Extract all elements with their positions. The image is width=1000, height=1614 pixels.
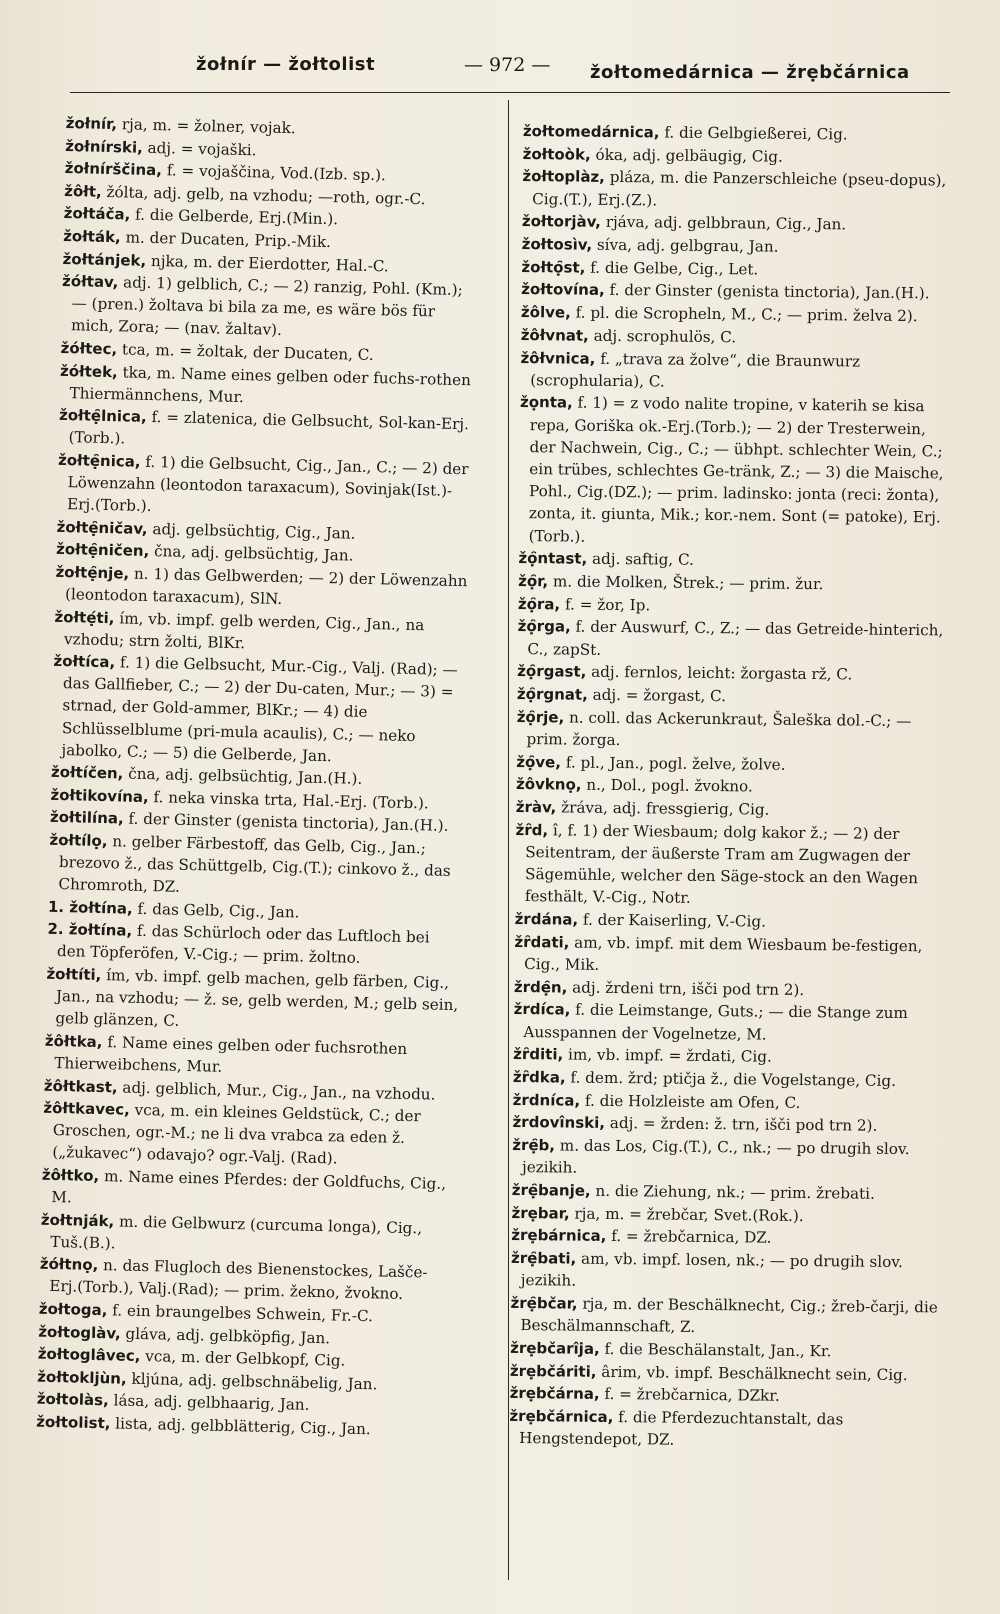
entry-headword: žołtolàs, (36, 1390, 109, 1410)
entry-headword: žrẹbčarîja, (510, 1338, 600, 1358)
entry-headword: žołtnják, (40, 1210, 115, 1230)
entry-headword: žȓdka, (512, 1067, 566, 1087)
entry-definition: f. der Ginster (genista tinctoria), Jan.(H.). (123, 809, 449, 836)
header-right-guideword: žołtomedárnica — žrẹbčárnica (590, 62, 910, 83)
entry-definition: f. die Gelbe, Cig., Let. (585, 258, 759, 279)
entry-headword: žołtẹ̑lnica, (58, 406, 147, 427)
entry-definition: n. gelber Färbestoff, das Gelb, Cig., Jan.; brezovo ž., das Schüttgelb, Cig.(T.); cinkovo ž., das Chromroth, DZ. (58, 832, 451, 896)
entry-definition: adj. gelbsüchtig, Cig., Jan. (147, 519, 356, 543)
dictionary-entry (514, 931, 942, 980)
entry-headword: žrẹ̑b, (512, 1136, 556, 1155)
entry-headword: žràv, (515, 798, 557, 817)
entry-headword: žołtánjek, (62, 249, 147, 270)
entry-definition: adj. = žorgast, C. (587, 685, 727, 706)
entry-headword: žołtoglâvec, (37, 1344, 141, 1366)
entry-definition: f. 1) = z vodo nalite tropine, v katerih se kisa repa, Goriška ok.-Erj.(Torb.); — 2) der Tresterwein, der Nachwein, Cig., C.; — übhpt. schlechter Wein, C.; ein trübes, schlechtes Ge-tränk, Z.; — 3) die Maische, Pohl., Cig.(DZ.); — prim. ladinsko: jonta (reci: žonta), zonta, it. giunta, Mik.; kor.-nem. Sont (= patoke), Erj.(Torb.). (528, 393, 944, 546)
entry-headword: žọ̑rga, (517, 617, 571, 636)
entry-headword: žȓditi, (513, 1045, 564, 1064)
entry-definition: f. die Pferdezuchtanstalt, das Hengstendepot, DZ. (519, 1408, 844, 1449)
entry-definition: tka, m. Name eines gelben oder fuchs-rothen Thiermännchens, Mur. (69, 362, 472, 406)
entry-headword: žôłvnica, (520, 348, 596, 368)
entry-definition: m. Name eines Pferdes: der Goldfuchs, Cig., M. (51, 1166, 447, 1207)
entry-headword: žrdána, (514, 910, 579, 929)
entry-definition: n. die Ziehung, nk.; — prim. žrebati. (590, 1181, 875, 1203)
entry-definition: adj. = vojaški. (142, 138, 257, 159)
entry-headword: žôłtkast, (43, 1076, 118, 1096)
entry-definition: f. die Gelbgießerei, Cig. (659, 123, 848, 144)
entry-headword: žółtek, (59, 361, 118, 381)
dictionary-entry (509, 1405, 937, 1454)
dictionary-entry (510, 1337, 938, 1364)
dictionary-entry (520, 347, 948, 396)
entry-definition: adj. = žrden: ž. trn, išči pod trn 2). (604, 1114, 878, 1136)
entry-definition: n. coll. das Ackerunkraut, Šaleška dol.-C.; — prim. žorga. (526, 708, 912, 750)
dictionary-entry (511, 1247, 939, 1296)
entry-definition: njka, m. der Eierdotter, Hal.-C. (146, 251, 389, 275)
dictionary-entry (516, 706, 944, 755)
entry-headword: žołtokljùn, (37, 1367, 127, 1388)
entry-headword: žołtẹ̑ničen, (55, 540, 150, 561)
entry-headword: žọ̑rje, (516, 707, 565, 727)
entry-headword: žôvknọ, (515, 775, 582, 795)
dictionary-entry (61, 270, 477, 346)
entry-headword: žołtíca, (53, 652, 116, 672)
entry-definition: n. 1) das Gelbwerden; — 2) der Löwenzahn (leontodon taraxacum), SlN. (64, 564, 468, 608)
entry-headword: žołtẹ̑nica, (57, 450, 141, 471)
entry-definition: f. dem. žrd; ptičja ž., die Vogelstange, Cig. (565, 1068, 897, 1090)
entry-definition: f. die Gelberde, Erj.(Min.). (130, 205, 339, 229)
dictionary-entry (519, 391, 949, 551)
entry-headword: žółtav, (61, 272, 119, 292)
page-number: — 972 — (464, 54, 551, 76)
entry-definition: f. „trava za žolve“, die Braunwurz (scrophularia), C. (530, 349, 861, 391)
entry-headword: žołtoga, (38, 1299, 108, 1320)
right-column (509, 120, 951, 1454)
dictionary-entry (57, 449, 473, 525)
entry-headword: žołnírski, (65, 136, 144, 157)
entry-definition: ím, vb. impf. gelb machen, gelb färben, Cig., Jan., na vzhodu; — ž. se, gelb werden, M.; gelb sein, gelb glänzen, C. (55, 966, 459, 1031)
header-left-guideword: žołnír — žołtolist (196, 54, 376, 75)
entry-headword: žołtọ̑st, (521, 257, 586, 277)
entry-definition: f. das Schürloch oder das Luftloch bei den Töpferöfen, V.-Cig.; — prim. žoltno. (56, 922, 430, 968)
entry-headword: žołtilína, (49, 808, 124, 828)
entry-headword: žrẹbčárnica, (509, 1407, 614, 1427)
entry-definition: pláza, m. die Panzerschleiche (pseu-dopus), Cig.(T.), Erj.(Z.). (532, 168, 947, 210)
entry-definition: rja, m. der Beschälknecht, Cig.; žreb-čarji, die Beschälmannschaft, Z. (520, 1294, 938, 1337)
dictionary-entry (51, 650, 468, 770)
entry-definition: žráva, adj. fressgierig, Cig. (556, 798, 770, 819)
entry-headword: žołtáča, (63, 204, 131, 224)
dictionary-entry (510, 1292, 938, 1341)
entry-definition: f. = žrebčarnica, DZ. (606, 1227, 772, 1248)
dictionary-entry (45, 963, 461, 1039)
entry-headword: žọnta, (519, 393, 573, 412)
dictionary-entry (48, 829, 464, 905)
entry-definition: f. der Ginster (genista tinctoria), Jan.(H.). (604, 281, 930, 303)
entry-headword: žrẹbárnica, (511, 1226, 607, 1246)
entry-definition: f. Name eines gelben oder fuchsrothen Thierweibchens, Mur. (54, 1032, 408, 1076)
entry-headword: žołták, (62, 226, 121, 247)
entry-headword: žôłtkavec, (43, 1098, 131, 1119)
entry-definition: f. neka vinska trta, Hal.-Erj. (Torb.). (148, 787, 429, 813)
entry-headword: žȓd, (515, 820, 549, 840)
entry-definition: ârim, vb. impf. Beschälknecht sein, Cig. (596, 1362, 908, 1384)
entry-headword: žrẹ̑bati, (510, 1249, 577, 1268)
entry-definition: f. = žrebčarnica, DZkr. (599, 1385, 780, 1406)
entry-headword: žołtovína, (521, 280, 605, 300)
entry-headword: žôlve, (520, 303, 571, 322)
entry-definition: f. ein braungelbes Schwein, Fr.-C. (107, 1301, 374, 1326)
dictionary-entry (42, 1097, 458, 1173)
entry-definition: n. das Flugloch des Bienenstockes, Lašče-Erj.(Torb.), Valj.(Rad); — prim. žekno, žvokno. (49, 1256, 428, 1304)
entry-definition: rjáva, adj. gelbbraun, Cig., Jan. (600, 213, 847, 234)
entry-definition: f. die Holzleiste am Ofen, C. (580, 1091, 801, 1112)
entry-headword: žọ̑rgnat, (516, 685, 588, 704)
entry-headword: 1. žołtína, (47, 897, 133, 918)
entry-headword: žrẹ̑banje, (511, 1180, 591, 1200)
entry-definition: m. das Los, Cig.(T.), C., nk.; — po drugih slov. jezikih. (521, 1136, 910, 1177)
dictionary-entry (517, 615, 945, 664)
entry-headword: žôłtko, (41, 1165, 100, 1185)
entry-headword: žołtikovína, (50, 785, 149, 806)
entry-headword: žrẹbčárna, (509, 1384, 600, 1404)
header-rule (70, 92, 950, 93)
entry-headword: 2. žołtína, (47, 920, 133, 941)
entry-headword: žółtec, (60, 338, 118, 359)
entry-definition: f. = žor, Ip. (560, 595, 651, 615)
entry-definition: lása, adj. gelbhaarig, Jan. (108, 1391, 310, 1415)
entry-definition: rja, m. = žrebčar, Svet.(Rok.). (569, 1204, 804, 1225)
entry-definition: f. die Beschälanstalt, Jan., Kr. (599, 1339, 832, 1361)
entry-definition: f. 1) die Gelbsucht, Cig., Jan., C.; — 2) der Löwenzahn (leontodon taraxacum), Sovinjak(Ist.)-Erj.(Torb.). (66, 452, 469, 516)
entry-headword: žołtoplàz, (522, 167, 606, 187)
entry-definition: f. das Gelb, Cig., Jan. (132, 899, 300, 922)
entry-definition: óka, adj. gelbäugig, Cig. (590, 145, 783, 166)
entry-headword: žôłt, (64, 181, 102, 201)
column-divider (508, 100, 509, 1580)
entry-definition: vca, m. ein kleines Geldstück, C.; der Groschen, ogr.-M.; ne li dva vrabca za eden ž. („žukavec“) odavajo? ogr.-Valj. (Rad). (52, 1100, 421, 1168)
dictionary-entry (521, 324, 949, 351)
entry-headword: žọ̑ve, (516, 752, 562, 772)
entry-headword: žȓdati, (514, 932, 570, 952)
entry-headword: žołtẹ̑nje, (55, 562, 130, 583)
entry-headword: žrẹbar, (511, 1203, 570, 1223)
entry-definition: f. 1) die Gelbsucht, Mur.-Cig., Valj. (Rad); — das Gallfieber, C.; — 2) der Du-caten, Mur.; — 3) = strnad, der Gold-ammer, BlKr.; — 4) die Schlüsselblume (pri-mula acaulis), C.; — neko jabolko, C.; — 5) die Gelberde, Jan. (61, 653, 458, 765)
entry-headword: žrẹ̑bčar, (510, 1293, 578, 1313)
entry-definition: m. die Gelbwurz (curcuma longa), Cig., Tuš.(B.). (50, 1211, 423, 1253)
entry-definition: vca, m. der Gelbkopf, Cig. (140, 1347, 346, 1370)
entry-headword: žołtíti, (46, 964, 102, 985)
left-column (36, 112, 481, 1443)
dictionary-entry (522, 165, 950, 214)
entry-definition: čna, adj. gelbsüchtig, Jan.(H.). (123, 764, 363, 789)
entry-headword: žrdovînski, (512, 1113, 606, 1133)
entry-definition: žólta, adj. gelb, na vzhodu; —roth, ogr.-C. (101, 182, 426, 208)
entry-headword: žrdẹ̑n, (513, 977, 568, 997)
entry-definition: f. pl., Jan., pogl. želve, žolve. (560, 753, 786, 774)
entry-headword: žôłvnat, (520, 325, 589, 345)
entry-definition: m. der Ducaten, Prip.-Mik. (120, 228, 332, 252)
entry-headword: žołtílọ, (49, 830, 108, 851)
entry-headword: žôłtka, (44, 1031, 103, 1051)
dictionary-entry (515, 819, 944, 912)
entry-headword: žołtosìv, (521, 235, 593, 254)
entry-definition: tca, m. = žoltak, der Ducaten, C. (116, 340, 374, 364)
entry-definition: f. pl. die Scropheln, M., C.; — prim. želva 2). (570, 303, 918, 326)
entry-definition: im, vb. impf. = žrdati, Cig. (563, 1045, 772, 1066)
entry-headword: žołtoglàv, (38, 1322, 121, 1343)
entry-headword: žołnír, (65, 113, 118, 134)
entry-headword: žọ̑ntast, (518, 549, 588, 569)
entry-definition: kljúna, adj. gelbschnäbelig, Jan. (126, 1369, 378, 1394)
dictionary-entry (512, 1134, 940, 1183)
entry-headword: žołtoòk, (522, 144, 591, 164)
entry-definition: síva, adj. gelbgrau, Jan. (592, 235, 779, 256)
entry-definition: am, vb. impf. losen, nk.; — po drugih slov. jezikih. (520, 1249, 903, 1290)
entry-definition: am, vb. impf. mit dem Wiesbaum be-festigen, Cig., Mik. (524, 933, 923, 974)
entry-headword: žołtorjàv, (521, 212, 602, 232)
dictionary-entry (513, 998, 941, 1047)
entry-definition: f. der Kaiserling, V.-Cig. (578, 910, 767, 931)
entry-headword: žołtẹ́ti, (54, 607, 115, 627)
entry-headword: žółtnọ, (39, 1254, 99, 1275)
entry-headword: žọ̑rgast, (517, 662, 587, 682)
entry-definition: ím, vb. impf. gelb werden, Cig., Jan., na vzhodu; strn žolti, BlKr. (63, 608, 425, 652)
entry-definition: adj. fernlos, leicht: žorgasta rž, C. (586, 663, 853, 684)
page-header (0, 48, 1000, 88)
entry-headword: žrẹbčáriti, (509, 1361, 597, 1381)
entry-headword: žọ̑ra, (517, 594, 561, 614)
entry-definition: adj. scrophulös, C. (588, 326, 737, 347)
entry-definition: adj. žrdeni trn, išči pod trn 2). (567, 978, 805, 999)
entry-headword: žołtẹ̑ničav, (56, 517, 148, 538)
entry-definition: n., Dol., pogl. žvokno. (581, 776, 753, 796)
entry-definition: čna, adj. gelbsüchtig, Jan. (149, 542, 354, 565)
entry-definition: adj. saftig, C. (587, 550, 694, 570)
entry-definition: f. = vojaščina, Vod.(Izb. sp.). (161, 161, 387, 185)
entry-headword: žọ̑r, (518, 572, 549, 591)
entry-headword: žołnírščina, (64, 159, 163, 180)
entry-definition: m. die Molken, Štrek.; — prim. žur. (548, 572, 824, 594)
entry-definition: gláva, adj. gelbköpfig, Jan. (120, 1324, 331, 1347)
entry-definition: f. der Auswurf, C., Z.; — das Getreide-hinterich, C., zapSt. (527, 617, 944, 659)
entry-headword: žrdíca, (513, 1000, 571, 1019)
entry-definition: f. die Leimstange, Guts.; — die Stange zum Ausspannen der Vogelnetze, M. (523, 1000, 908, 1044)
entry-definition: f. = zlatenica, die Gelbsucht, Sol-kan-Erj.(Torb.). (68, 408, 470, 448)
entry-headword: žołtomedárnica, (522, 121, 660, 142)
entry-definition: lista, adj. gelbblätterig, Cig., Jan. (110, 1414, 371, 1439)
entry-definition: î, f. 1) der Wiesbaum; dolg kakor ž.; — 2) der Seitentram, der äußerste Tram am Zugwagen der Sägemühle, welcher den Säge-stock an den Wagen festhält, V.-Cig., Notr. (524, 821, 919, 908)
entry-definition: adj. 1) gelblich, C.; — 2) ranzig, Pohl. (Km.); — (pren.) žoltava bi bila za me, es wäre bös für mich, Zora; — (nav. žaltav). (70, 273, 463, 340)
entry-definition: rja, m. = žolner, vojak. (116, 115, 296, 138)
entry-headword: žołtíčen, (50, 763, 124, 783)
entry-headword: žołtolist, (36, 1412, 111, 1433)
entry-headword: žrdníca, (512, 1090, 581, 1110)
entry-definition: adj. gelblich, Mur., Cig., Jan., na vzhodu. (117, 1077, 436, 1104)
